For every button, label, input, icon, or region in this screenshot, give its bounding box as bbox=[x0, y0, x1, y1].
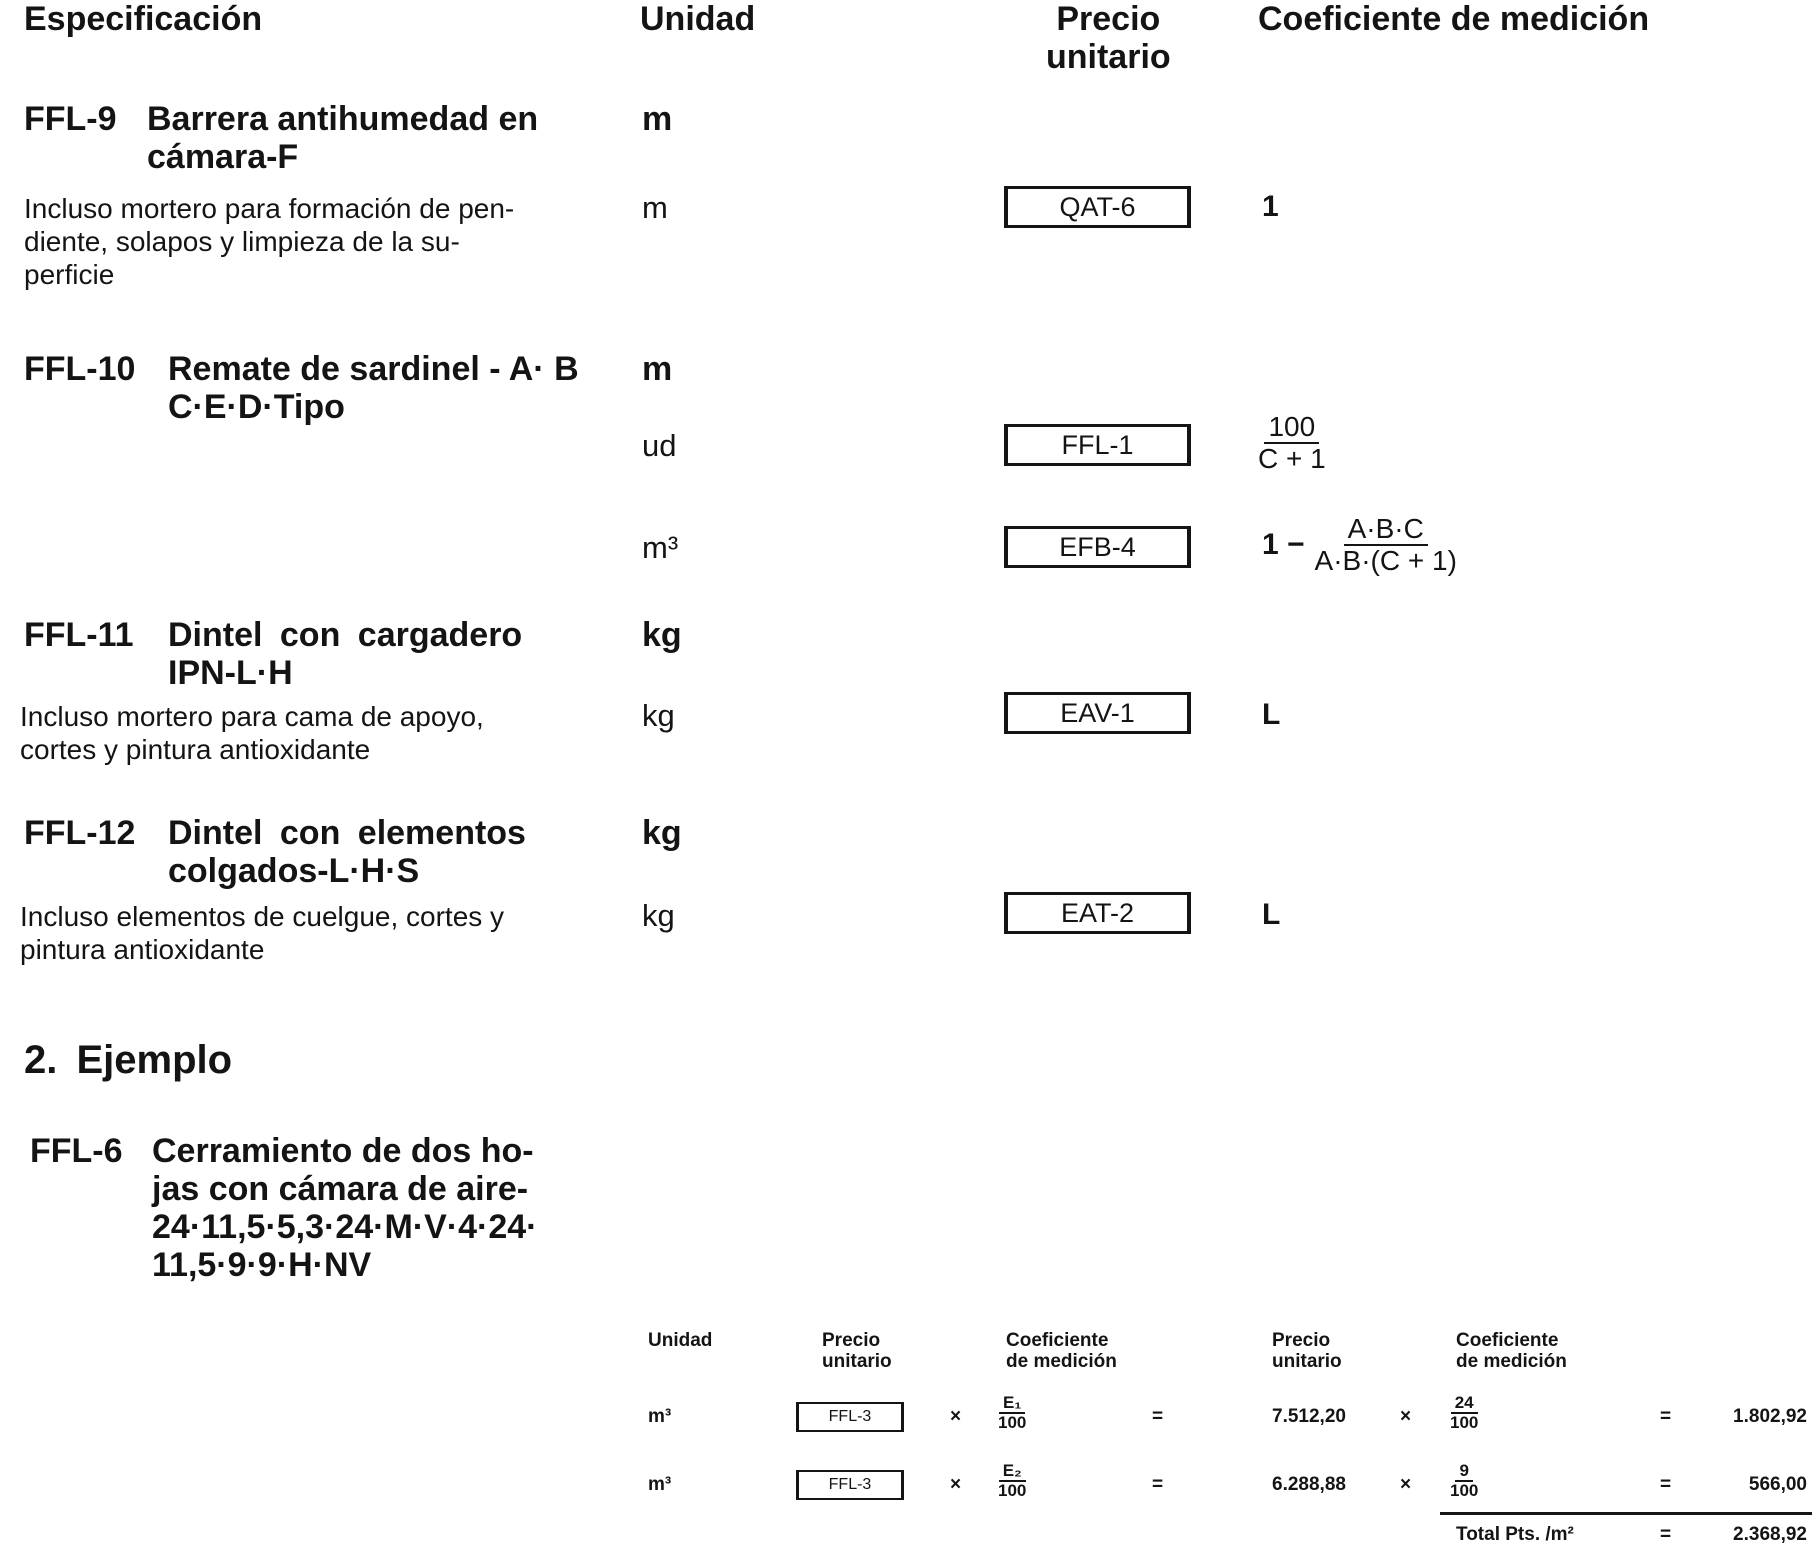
coef-expression bbox=[1262, 514, 1461, 576]
ex-header-coef2 bbox=[1456, 1330, 1567, 1372]
item-title bbox=[168, 616, 522, 692]
example-title-line: jas con cámara de aire- bbox=[152, 1170, 529, 1208]
fraction-denominator: 100 bbox=[1450, 1413, 1479, 1432]
ex-equals2: = bbox=[1660, 1474, 1672, 1495]
ex-price-code-box: FFL-3 bbox=[796, 1402, 904, 1432]
item-description bbox=[20, 700, 600, 766]
section-title: Ejemplo bbox=[76, 1038, 233, 1082]
coef-value: L bbox=[1262, 898, 1281, 931]
item-title bbox=[168, 350, 579, 426]
item-title bbox=[168, 814, 526, 890]
item-description bbox=[20, 900, 600, 966]
coef-value: L bbox=[1262, 698, 1281, 731]
ex-result: 566,00 bbox=[1748, 1474, 1807, 1495]
ex-equals2: = bbox=[1660, 1406, 1672, 1427]
item-title-line2: colgados-L·H·S bbox=[168, 852, 420, 890]
fraction-numerator: 100 bbox=[1264, 412, 1319, 444]
ex-times2: × bbox=[1400, 1474, 1412, 1495]
row-unit: m bbox=[642, 190, 668, 225]
desc-line: pintura antioxidante bbox=[20, 934, 265, 965]
total-label: Total Pts. /m² bbox=[1456, 1524, 1574, 1545]
header-spec: Especificación bbox=[24, 0, 263, 38]
desc-line: cortes y pintura antioxidante bbox=[20, 734, 371, 765]
row-unit: ud bbox=[642, 428, 677, 463]
ex-result: 1.802,92 bbox=[1733, 1406, 1807, 1427]
fraction-denominator: 100 bbox=[1450, 1481, 1479, 1500]
example-title-line: 24·11,5·5,3·24·M·V·4·24· bbox=[152, 1208, 538, 1246]
fraction-numerator: E₁ bbox=[999, 1394, 1025, 1414]
ex-coef-fraction bbox=[994, 1462, 1030, 1500]
ex-header-price2-line1: Precio bbox=[1272, 1330, 1331, 1351]
desc-line: diente, solapos y limpieza de la su- bbox=[24, 226, 460, 257]
header-price bbox=[1046, 0, 1171, 76]
desc-line: perficie bbox=[24, 259, 115, 290]
item-title-line2: C·E·D·Tipo bbox=[168, 388, 345, 426]
price-code-box: FFL-1 bbox=[1004, 424, 1191, 466]
ex-header-unit: Unidad bbox=[648, 1330, 713, 1351]
total-rule bbox=[1440, 1512, 1812, 1515]
header-unit: Unidad bbox=[640, 0, 756, 38]
fraction-numerator: 24 bbox=[1451, 1394, 1478, 1414]
row-unit: kg bbox=[642, 698, 675, 733]
ex-header-coef bbox=[1006, 1330, 1117, 1372]
ex-header-price2-line2: unitario bbox=[1272, 1351, 1342, 1372]
fraction-numerator: E₂ bbox=[999, 1462, 1026, 1482]
example-title-line: 11,5·9·9·H·NV bbox=[152, 1246, 372, 1284]
fraction-denominator: 100 bbox=[998, 1413, 1027, 1432]
ex-price-code-box: FFL-3 bbox=[796, 1470, 904, 1500]
item-code: FFL-11 bbox=[24, 616, 134, 654]
total-equals: = bbox=[1660, 1524, 1672, 1545]
ex-header-price bbox=[822, 1330, 892, 1372]
total-value: 2.368,92 bbox=[1733, 1524, 1807, 1545]
coef-fraction bbox=[1254, 412, 1330, 474]
item-title-line2: cámara-F bbox=[147, 138, 299, 176]
desc-line: Incluso elementos de cuelgue, cortes y bbox=[20, 901, 505, 932]
fraction-numerator: 9 bbox=[1455, 1462, 1472, 1482]
item-title-line1: Remate de sardinel - A· B bbox=[168, 350, 579, 388]
ex-header-coef2-line1: Coeficiente bbox=[1456, 1330, 1559, 1351]
item-unit: m bbox=[642, 100, 673, 138]
ex-header-coef-line2: de medición bbox=[1006, 1351, 1117, 1372]
section-heading bbox=[24, 1038, 232, 1083]
price-code-box: EAV-1 bbox=[1004, 692, 1191, 734]
ex-coef-fraction bbox=[994, 1394, 1030, 1432]
item-unit: kg bbox=[642, 814, 682, 852]
item-code: FFL-10 bbox=[24, 350, 136, 388]
item-title-line1: Dintel con cargadero bbox=[168, 616, 523, 654]
ex-header-price-line2: unitario bbox=[822, 1351, 892, 1372]
ex-coef2-fraction bbox=[1446, 1462, 1482, 1500]
header-price-line1: Precio bbox=[1056, 0, 1161, 38]
item-code: FFL-12 bbox=[24, 814, 136, 852]
fraction-denominator: 100 bbox=[998, 1481, 1027, 1500]
section-number: 2. bbox=[24, 1038, 58, 1082]
desc-line: Incluso mortero para cama de apoyo, bbox=[20, 701, 484, 732]
ex-header-coef-line1: Coeficiente bbox=[1006, 1330, 1109, 1351]
item-title bbox=[147, 100, 538, 176]
ex-times2: × bbox=[1400, 1406, 1412, 1427]
ex-row-unit: m³ bbox=[648, 1474, 672, 1495]
item-title-line2: IPN-L·H bbox=[168, 654, 293, 692]
item-unit: m bbox=[642, 350, 673, 388]
item-description bbox=[24, 192, 594, 291]
item-code: FFL-9 bbox=[24, 100, 117, 138]
ex-value: 6.288,88 bbox=[1272, 1474, 1346, 1495]
header-coef: Coeficiente de medición bbox=[1258, 0, 1650, 38]
fraction-numerator: A·B·C bbox=[1344, 514, 1428, 546]
fraction-denominator: A·B·(C + 1) bbox=[1314, 545, 1457, 576]
ex-header-coef2-line2: de medición bbox=[1456, 1351, 1567, 1372]
row-unit: kg bbox=[642, 898, 675, 933]
item-title-line1: Dintel con elementos bbox=[168, 814, 526, 852]
coef-prefix: 1 − bbox=[1262, 528, 1305, 561]
example-title bbox=[152, 1132, 538, 1284]
ex-coef2-fraction bbox=[1446, 1394, 1482, 1432]
ex-header-price2 bbox=[1272, 1330, 1342, 1372]
ex-times: × bbox=[950, 1406, 962, 1427]
coef-value: 1 bbox=[1262, 190, 1279, 223]
coef-fraction bbox=[1311, 514, 1461, 576]
row-unit: m³ bbox=[642, 530, 679, 565]
desc-line: Incluso mortero para formación de pen- bbox=[24, 193, 515, 224]
item-unit: kg bbox=[642, 616, 682, 654]
example-code: FFL-6 bbox=[30, 1132, 123, 1170]
price-code-box: EAT-2 bbox=[1004, 892, 1191, 934]
price-code-box: QAT-6 bbox=[1004, 186, 1191, 228]
item-title-line1: Barrera antihumedad en bbox=[147, 100, 539, 138]
ex-equals: = bbox=[1152, 1406, 1164, 1427]
ex-times: × bbox=[950, 1474, 962, 1495]
header-price-line2: unitario bbox=[1046, 38, 1171, 76]
fraction-denominator: C + 1 bbox=[1258, 443, 1326, 474]
price-code-box: EFB-4 bbox=[1004, 526, 1191, 568]
ex-equals: = bbox=[1152, 1474, 1164, 1495]
ex-row-unit: m³ bbox=[648, 1406, 672, 1427]
ex-value: 7.512,20 bbox=[1272, 1406, 1346, 1427]
example-title-line: Cerramiento de dos ho- bbox=[152, 1132, 534, 1170]
ex-header-price-line1: Precio bbox=[822, 1330, 881, 1351]
